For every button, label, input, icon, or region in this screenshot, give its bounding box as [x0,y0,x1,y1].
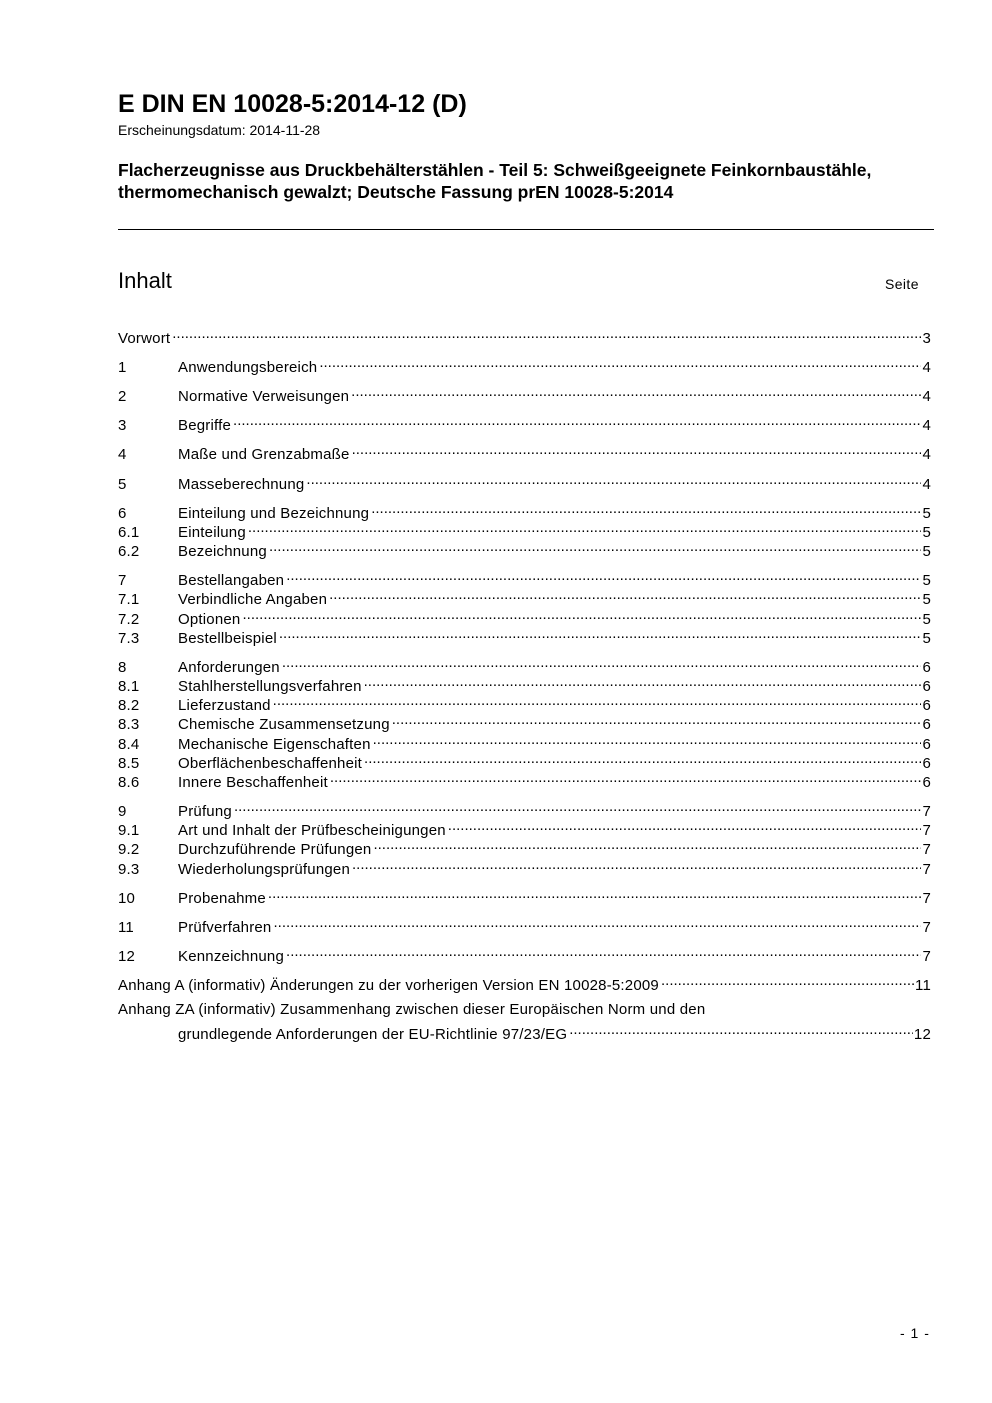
toc-entry-title: Bestellbeispiel [178,630,277,647]
toc-entry[interactable] [118,769,931,791]
toc-entry-number: 10 [118,890,136,907]
toc-entry[interactable] [118,654,931,676]
toc-entry-number: 9 [118,803,127,820]
toc-entry-number: 3 [118,417,127,434]
toc-entry-number: 8.6 [118,774,140,791]
toc-entry[interactable] [118,383,931,405]
toc-entry-title: Kennzeichnung [178,948,285,965]
toc-entry-number: 8.4 [118,736,140,753]
toc-entry-number: 9.2 [118,841,140,858]
toc-entry[interactable] [118,798,931,820]
toc-entry-number: 7.2 [118,611,140,628]
toc-entry-page: 3 [922,330,931,347]
toc-entry-page: 5 [922,505,931,522]
toc-entry-number: 1 [118,359,127,376]
toc-entry-page: 6 [922,755,931,772]
toc-entry[interactable] [118,711,931,733]
toc-entry-number: 7 [118,572,127,589]
toc-entry-title: Bezeichnung [178,543,267,560]
toc-entry[interactable] [118,692,931,714]
toc-dot-leader [234,798,922,816]
toc-annex-a[interactable] [118,972,931,994]
toc-entry-page: 5 [922,543,931,560]
toc-entry-page: 5 [922,591,931,608]
toc-entry[interactable] [118,750,931,772]
toc-entry[interactable] [118,567,931,589]
toc-entry-number: 7.1 [118,591,140,608]
toc-dot-leader [352,856,921,874]
toc-dot-leader [352,441,922,459]
toc-dot-leader [269,538,922,556]
toc-entry-number: 8.2 [118,697,140,714]
page-number: - 1 - [900,1325,930,1341]
toc-entry-page: 7 [922,919,931,936]
toc-entry-title: Art und Inhalt der Prüfbescheinigungen [178,822,446,839]
toc-entry-title: Oberflächenbeschaffenheit [178,755,363,772]
toc-entry[interactable] [118,836,931,858]
toc-entry-title: Maße und Grenzabmaße [178,446,350,463]
publication-date: Erscheinungsdatum: 2014-11-28 [118,122,321,138]
toc-dot-leader [273,692,922,710]
toc-entry[interactable] [118,625,931,647]
toc-entry-title: Masseberechnung [178,476,305,493]
toc-entry-page: 5 [922,524,931,541]
toc-entry-page: 4 [922,359,931,376]
toc-entry-number: 4 [118,446,127,463]
toc-dot-leader [242,606,921,624]
document-title: Flacherzeugnisse aus Druckbehälterstählen - Teil 5: Schweißgeeignete Feinkornbaustähle, thermomechanisch gewalzt; Deutsche Fassung prEN 10028-5:2014 [118,160,872,202]
toc-entry-title: Stahlherstellungsverfahren [178,678,362,695]
toc-entry[interactable] [118,325,931,347]
toc-entry[interactable] [118,943,931,965]
toc-dot-leader [569,1021,913,1039]
toc-entry-page: 6 [922,697,931,714]
toc-entry-page: 6 [922,678,931,695]
toc-entry-number: 9.1 [118,822,140,839]
toc-entry-number: 8.3 [118,716,140,733]
toc-entry[interactable] [118,354,931,376]
toc-entry-number: 9.3 [118,861,140,878]
toc-entry[interactable] [118,817,931,839]
toc-entry-number: 5 [118,476,127,493]
toc-entry-title: Bestellangaben [178,572,285,589]
toc-entry-title: Wiederholungsprüfungen [178,861,351,878]
toc-dot-leader [273,914,921,932]
toc-dot-leader [306,471,921,489]
toc-dot-leader [448,817,922,835]
toc-entry[interactable] [118,586,931,608]
toc-entry-title: Einteilung und Bezeichnung [178,505,370,522]
toc-annex-a-page: 11 [915,977,931,994]
toc-dot-leader [364,673,922,691]
toc-entry-page: 7 [922,861,931,878]
toc-entry-page: 4 [922,476,931,493]
toc-entry-page: 5 [922,572,931,589]
toc-entry-page: 6 [922,659,931,676]
toc-dot-leader [233,412,921,430]
toc-entry-title: Einteilung [178,524,246,541]
toc-annex-za-title: Anhang ZA (informativ) Zusammenhang zwischen dieser Europäischen Norm und den [118,1001,706,1018]
toc-annex-a-title: Anhang A (informativ) Änderungen zu der vorherigen Version EN 10028-5:2009 [118,977,659,994]
toc-entry-number: 8.1 [118,678,140,695]
toc-dot-leader [373,836,921,854]
toc-entry-title: Chemische Zusammensetzung [178,716,390,733]
toc-dot-leader [330,769,922,787]
toc-entry-page: 7 [922,948,931,965]
document-id: E DIN EN 10028-5:2014-12 (D) [118,90,467,118]
toc-entry-title: Optionen [178,611,241,628]
toc-entry-title: Mechanische Eigenschaften [178,736,371,753]
toc-entry[interactable] [118,441,931,463]
toc-entry-number: 12 [118,948,136,965]
toc-entry[interactable] [118,519,931,541]
toc-dot-leader [319,354,921,372]
toc-entry-page: 5 [922,611,931,628]
toc-entry-title: Durchzuführende Prüfungen [178,841,372,858]
toc-dot-leader [351,383,921,401]
toc-entry-page: 6 [922,736,931,753]
toc-entry-title: Anforderungen [178,659,280,676]
toc-entry-page: 7 [922,822,931,839]
toc-entry[interactable] [118,731,931,753]
toc-entry-number: 6 [118,505,127,522]
toc-entry-title: Prüfung [178,803,232,820]
toc-entry-number: 8.5 [118,755,140,772]
toc-dot-leader [282,654,922,672]
header-divider [118,229,934,230]
toc-entry[interactable] [118,412,931,434]
toc-dot-leader [172,325,921,343]
toc-entry-number: 6.2 [118,543,140,560]
toc-dot-leader [661,972,914,990]
toc-entry[interactable] [118,500,931,522]
toc-entry-page: 7 [922,890,931,907]
toc-entry-title: Innere Beschaffenheit [178,774,328,791]
toc-entry[interactable] [118,885,931,907]
toc-entry-title: Vorwort [118,330,171,347]
toc-annex-za-line1[interactable] [118,1001,931,1019]
toc-entry-number: 11 [118,919,134,936]
toc-entry-title: Prüfverfahren [178,919,272,936]
toc-entry-page: 7 [922,803,931,820]
toc-dot-leader [364,750,921,768]
toc-dot-leader [329,586,921,604]
toc-entry[interactable] [118,538,931,560]
toc-entry-title: Normative Verweisungen [178,388,350,405]
toc-entry-title: Anwendungsbereich [178,359,318,376]
toc-entry-title: Begriffe [178,417,232,434]
toc-entry-number: 8 [118,659,127,676]
toc-entry-title: Verbindliche Angaben [178,591,328,608]
toc-entry[interactable] [118,471,931,493]
toc-entry[interactable] [118,673,931,695]
toc-entry-number: 7.3 [118,630,140,647]
toc-entry[interactable] [118,914,931,936]
toc-entry-page: 7 [922,841,931,858]
toc-entry-page: 6 [922,716,931,733]
toc-entry-title: Probenahme [178,890,266,907]
toc-dot-leader [279,625,922,643]
toc-annex-za-title-continued: grundlegende Anforderungen der EU-Richtlinie 97/23/EG [178,1026,568,1043]
toc-entry[interactable] [118,856,931,878]
toc-dot-leader [371,500,921,518]
toc-entry-title: Lieferzustand [178,697,271,714]
toc-heading: Inhalt [118,268,172,293]
toc-entry-number: 2 [118,388,127,405]
toc-entry-page: 4 [922,446,931,463]
toc-dot-leader [268,885,922,903]
toc-entry-number: 6.1 [118,524,140,541]
toc-dot-leader [286,567,921,585]
toc-annex-za-page: 12 [913,1026,931,1043]
toc-dot-leader [286,943,921,961]
toc-entry-page: 4 [922,417,931,434]
toc-dot-leader [392,711,922,729]
toc-entry-page: 6 [922,774,931,791]
toc-dot-leader [248,519,922,537]
toc-entry-page: 4 [922,388,931,405]
toc-annex-za-line2[interactable] [118,1021,931,1043]
toc-dot-leader [373,731,922,749]
toc-page-column-label: Seite [885,276,919,292]
toc-entry[interactable] [118,606,931,628]
toc-entry-page: 5 [922,630,931,647]
